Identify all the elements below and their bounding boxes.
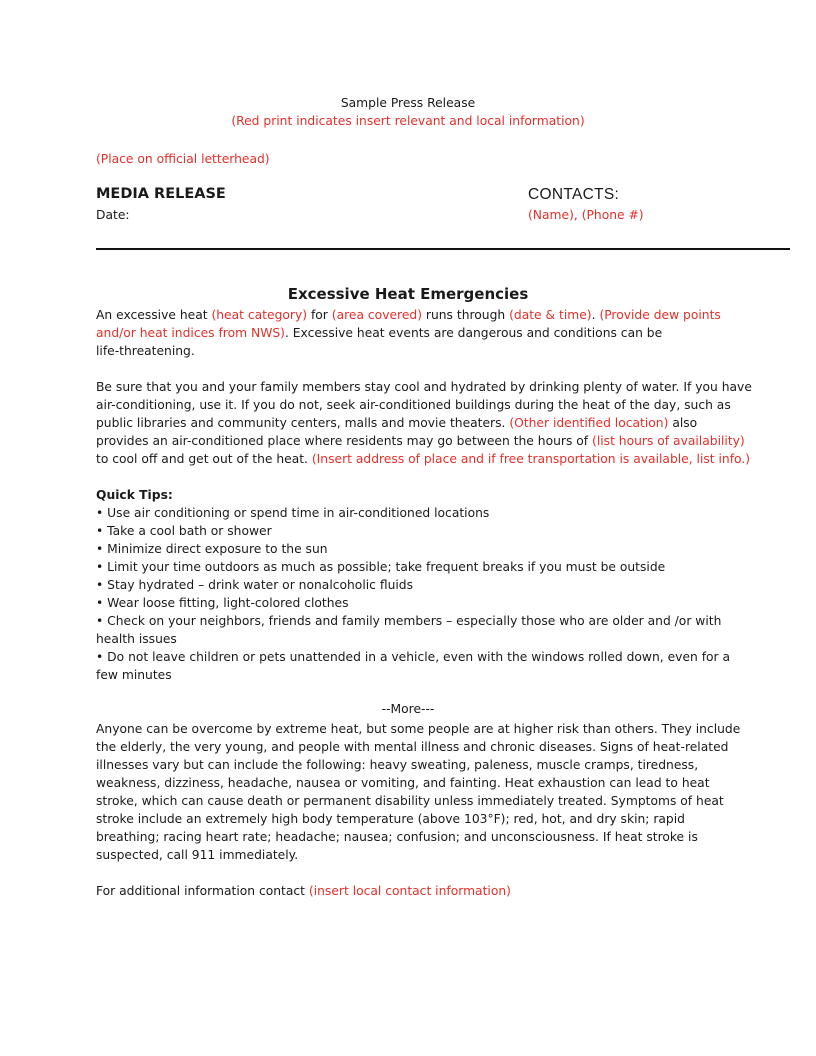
tip-item: • Minimize direct exposure to the sun xyxy=(96,542,328,556)
paragraph-2-line-1: Be sure that you and your family members stay cool and hydrated by drinking plenty of water. If you have xyxy=(96,380,752,394)
placeholder-heat-category: (heat category) xyxy=(211,308,308,322)
contacts-value: (Name), (Phone #) xyxy=(528,208,644,222)
placeholder-area-covered: (area covered) xyxy=(331,308,422,322)
text: for xyxy=(307,308,332,322)
placeholder-local-contact: (insert local contact information) xyxy=(308,884,511,898)
paragraph-3-line: illnesses vary but can include the following: heavy sweating, paleness, muscle cramps, tiredness, xyxy=(96,758,699,772)
contacts-label: CONTACTS: xyxy=(528,186,620,203)
tip-item: • Take a cool bath or shower xyxy=(96,524,272,538)
placeholder-address: (Insert address of place and if free transportation is available, list info.) xyxy=(311,452,751,466)
text: An excessive heat xyxy=(96,308,212,322)
paragraph-2-line-2: air-conditioning, use it. If you do not, seek air-conditioned buildings during the heat of the day, such as xyxy=(96,398,731,412)
date-label: Date: xyxy=(96,208,130,222)
text: to cool off and get out of the heat. xyxy=(96,452,312,466)
text: also xyxy=(668,416,698,430)
divider-rule xyxy=(96,248,790,250)
paragraph-1-line-3: life-threatening. xyxy=(96,344,195,358)
tip-item-continuation: few minutes xyxy=(96,668,172,682)
paragraph-3-line: Anyone can be overcome by extreme heat, but some people are at higher risk than others. They include xyxy=(96,722,741,736)
placeholder-other-location: (Other identified location) xyxy=(509,416,669,430)
letterhead-note: (Place on official letterhead) xyxy=(96,152,270,166)
red-print-note: (Red print indicates insert relevant and local information) xyxy=(231,114,585,128)
paragraph-3-line: stroke, which can cause death or permanent disability unless immediately treated. Symptoms of heat xyxy=(96,794,724,808)
text: . xyxy=(591,308,600,322)
placeholder-hours: (list hours of availability) xyxy=(592,434,745,448)
paragraph-2-line-3 xyxy=(96,414,756,432)
tip-item: • Limit your time outdoors as much as possible; take frequent breaks if you must be outside xyxy=(96,560,666,574)
tip-item-continuation: health issues xyxy=(96,632,177,646)
text: public libraries and community centers, malls and movie theaters. xyxy=(96,416,510,430)
paragraph-3-line: suspected, call 911 immediately. xyxy=(96,848,299,862)
tip-item: • Wear loose fitting, light-colored clothes xyxy=(96,596,349,610)
media-release-label: MEDIA RELEASE xyxy=(96,186,226,202)
paragraph-1-line-2 xyxy=(96,324,756,342)
tip-item: • Check on your neighbors, friends and family members – especially those who are older and /or with xyxy=(96,614,722,628)
paragraph-2-line-5 xyxy=(96,450,756,468)
document-title: Sample Press Release xyxy=(340,96,476,110)
paragraph-3-line: the elderly, the very young, and people with mental illness and chronic diseases. Signs of heat-related xyxy=(96,740,729,754)
tip-item: • Stay hydrated – drink water or nonalcoholic fluids xyxy=(96,578,414,592)
tip-item: • Use air conditioning or spend time in air-conditioned locations xyxy=(96,506,490,520)
paragraph-2-line-4 xyxy=(96,432,756,450)
additional-info-line xyxy=(96,882,756,900)
paragraph-3-line: breathing; racing heart rate; headache; nausea; confusion; and unconsciousness. If heat stroke is xyxy=(96,830,698,844)
paragraph-3-line: stroke include an extremely high body temperature (above 103°F); red, hot, and dry skin; rapid xyxy=(96,812,685,826)
text: provides an air-conditioned place where residents may go between the hours of xyxy=(96,434,593,448)
tip-item: • Do not leave children or pets unattended in a vehicle, even with the windows rolled down, even for a xyxy=(96,650,731,664)
article-heading: Excessive Heat Emergencies xyxy=(287,285,529,303)
paragraph-1-line-1 xyxy=(96,306,756,324)
placeholder-dew-points: (Provide dew points xyxy=(599,308,721,322)
more-marker: --More--- xyxy=(381,702,435,716)
placeholder-heat-indices: and/or heat indices from NWS) xyxy=(96,326,285,340)
text: runs through xyxy=(422,308,510,322)
placeholder-date-time: (date & time) xyxy=(509,308,592,322)
quick-tips-heading: Quick Tips: xyxy=(96,488,173,502)
text: For additional information contact xyxy=(96,884,309,898)
paragraph-3-line: weakness, dizziness, headache, nausea or vomiting, and fainting. Heat exhaustion can lead to heat xyxy=(96,776,710,790)
text: . Excessive heat events are dangerous and conditions can be xyxy=(284,326,663,340)
